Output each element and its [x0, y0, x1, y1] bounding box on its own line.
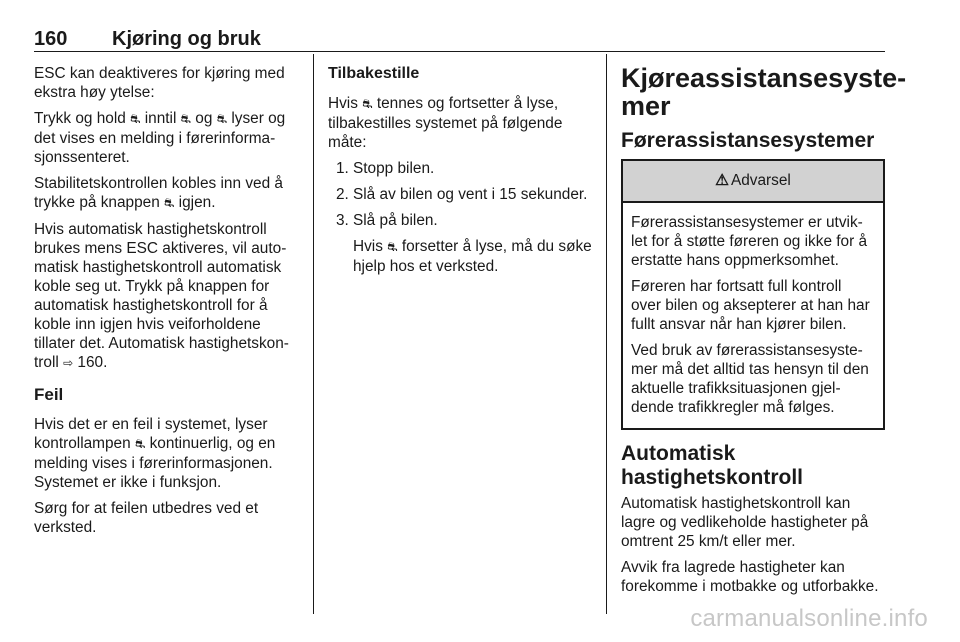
heading-feil: Feil — [34, 385, 64, 404]
warning-paragraph: Førerassistansesystemer er utvik-let for å støtte føreren og ikke for å erstatte hans oppmerksomhet. — [631, 214, 868, 269]
text-fragment: inntil — [140, 110, 181, 127]
watermark: carmanualsonline.info — [690, 605, 928, 632]
text-fragment: forsetter å lyse, må du søke hjelp hos et verksted. — [353, 238, 592, 275]
page-reference: 160. — [77, 354, 108, 371]
warning-paragraph: Ved bruk av førerassistansesyste-mer må det alltid tas hensyn til den aktuelle trafikksituasjonen gjel-dende trafikkregler må følges. — [631, 342, 869, 416]
header-rule — [34, 51, 885, 52]
step-number: 2. — [336, 186, 349, 203]
step-text: Slå på bilen. — [353, 212, 438, 229]
traction-control-off-icon: ⛐ — [216, 112, 228, 126]
paragraph-step3-note — [328, 237, 596, 276]
text-fragment: Trykk og hold — [34, 110, 131, 127]
step-number: 1. — [336, 160, 349, 177]
esc-off-icon: ⛐ — [180, 112, 192, 126]
column-middle — [328, 64, 596, 283]
reset-steps-list — [328, 159, 596, 230]
chapter-section-title: Kjøreassistansesyste-mer — [621, 63, 907, 121]
paragraph-reactivate — [34, 174, 302, 213]
heading-tilbakestille: Tilbakestille — [328, 65, 420, 82]
cross-reference-arrow-icon: ⇨ — [63, 356, 74, 370]
warning-triangle-icon: ⚠ — [715, 172, 729, 189]
paragraph-cruise-deviation: Avvik fra lagrede hastigheter kan forekomme i motbakke og utforbakke. — [621, 559, 879, 595]
warning-label: Advarsel — [730, 172, 791, 189]
paragraph-esc-deactivate: ESC kan deaktiveres for kjøring med ekstra høy ytelse: — [34, 65, 285, 101]
esc-skid-car-icon: ⛐ — [164, 196, 175, 210]
text-fragment: igjen. — [174, 194, 216, 211]
text-fragment: tennes og fortsetter å lyse, tilbakestilles systemet på følgende måte: — [328, 95, 563, 151]
text-fragment: Hvis — [328, 95, 363, 112]
paragraph-fault — [34, 415, 302, 492]
section-heading-cruise-control: Automatisk hastighetskontroll — [621, 442, 804, 489]
column-divider-right — [606, 54, 607, 614]
esc-skid-car-icon: ⛐ — [362, 97, 373, 111]
section-heading-driver-assist: Førerassistansesystemer — [621, 129, 875, 152]
warning-paragraph: Føreren har fortsatt full kontroll over bilen og aksepterer at han har fullt ansvar når han kjører bilen. — [631, 278, 870, 333]
text-fragment: og — [191, 110, 217, 127]
text-fragment: lyser og det vises en melding i førerinforma-sjonssenteret. — [34, 110, 286, 166]
warning-header — [623, 161, 883, 203]
text-fragment: Stabilitetskontrollen kobles inn ved å trykke på knappen — [34, 175, 283, 211]
step-text: Stopp bilen. — [353, 160, 435, 177]
chapter-title: Kjøring og bruk — [112, 28, 261, 50]
column-left — [34, 64, 302, 544]
page-number: 160 — [34, 28, 68, 50]
esc-skid-car-icon: ⛐ — [130, 112, 141, 126]
step-number: 3. — [336, 212, 349, 229]
step-text: Slå av bilen og vent i 15 sekunder. — [353, 186, 588, 203]
paragraph-workshop: Sørg for at feilen utbedres ved et verksted. — [34, 500, 259, 536]
list-item — [328, 159, 596, 178]
column-right — [621, 63, 907, 603]
warning-body — [623, 203, 883, 428]
paragraph-reset-intro — [328, 94, 596, 152]
paragraph-press-hold — [34, 109, 302, 167]
page-header — [34, 28, 885, 50]
esc-skid-car-icon: ⛐ — [134, 437, 146, 451]
esc-skid-car-icon: ⛐ — [387, 240, 398, 254]
list-item — [328, 185, 596, 204]
text-fragment: kontinuerlig, og en melding vises i førerinformasjonen. Systemet er ikke i funksjon. — [34, 435, 276, 491]
text-fragment: Hvis det er en feil i systemet, lyser kontrollampen — [34, 416, 268, 452]
text-fragment: Hvis automatisk hastighetskontroll brukes mens ESC aktiveres, vil auto-matisk hastighetskontroll automatisk koble seg ut. Trykk på knappen for automatisk hastighetskontroll for å koble inn igjen hvis veiforholdene tillater det. Automatisk hastighetskon-troll — [34, 221, 289, 371]
text-fragment: Hvis — [353, 238, 388, 255]
list-item — [328, 211, 596, 230]
paragraph-cruise-speed: Automatisk hastighetskontroll kan lagre og vedlikeholde hastigheter på omtrent 25 km/t eller mer. — [621, 495, 869, 550]
paragraph-cruise-control — [34, 220, 302, 373]
column-divider-left — [313, 54, 314, 614]
warning-box — [621, 159, 885, 430]
